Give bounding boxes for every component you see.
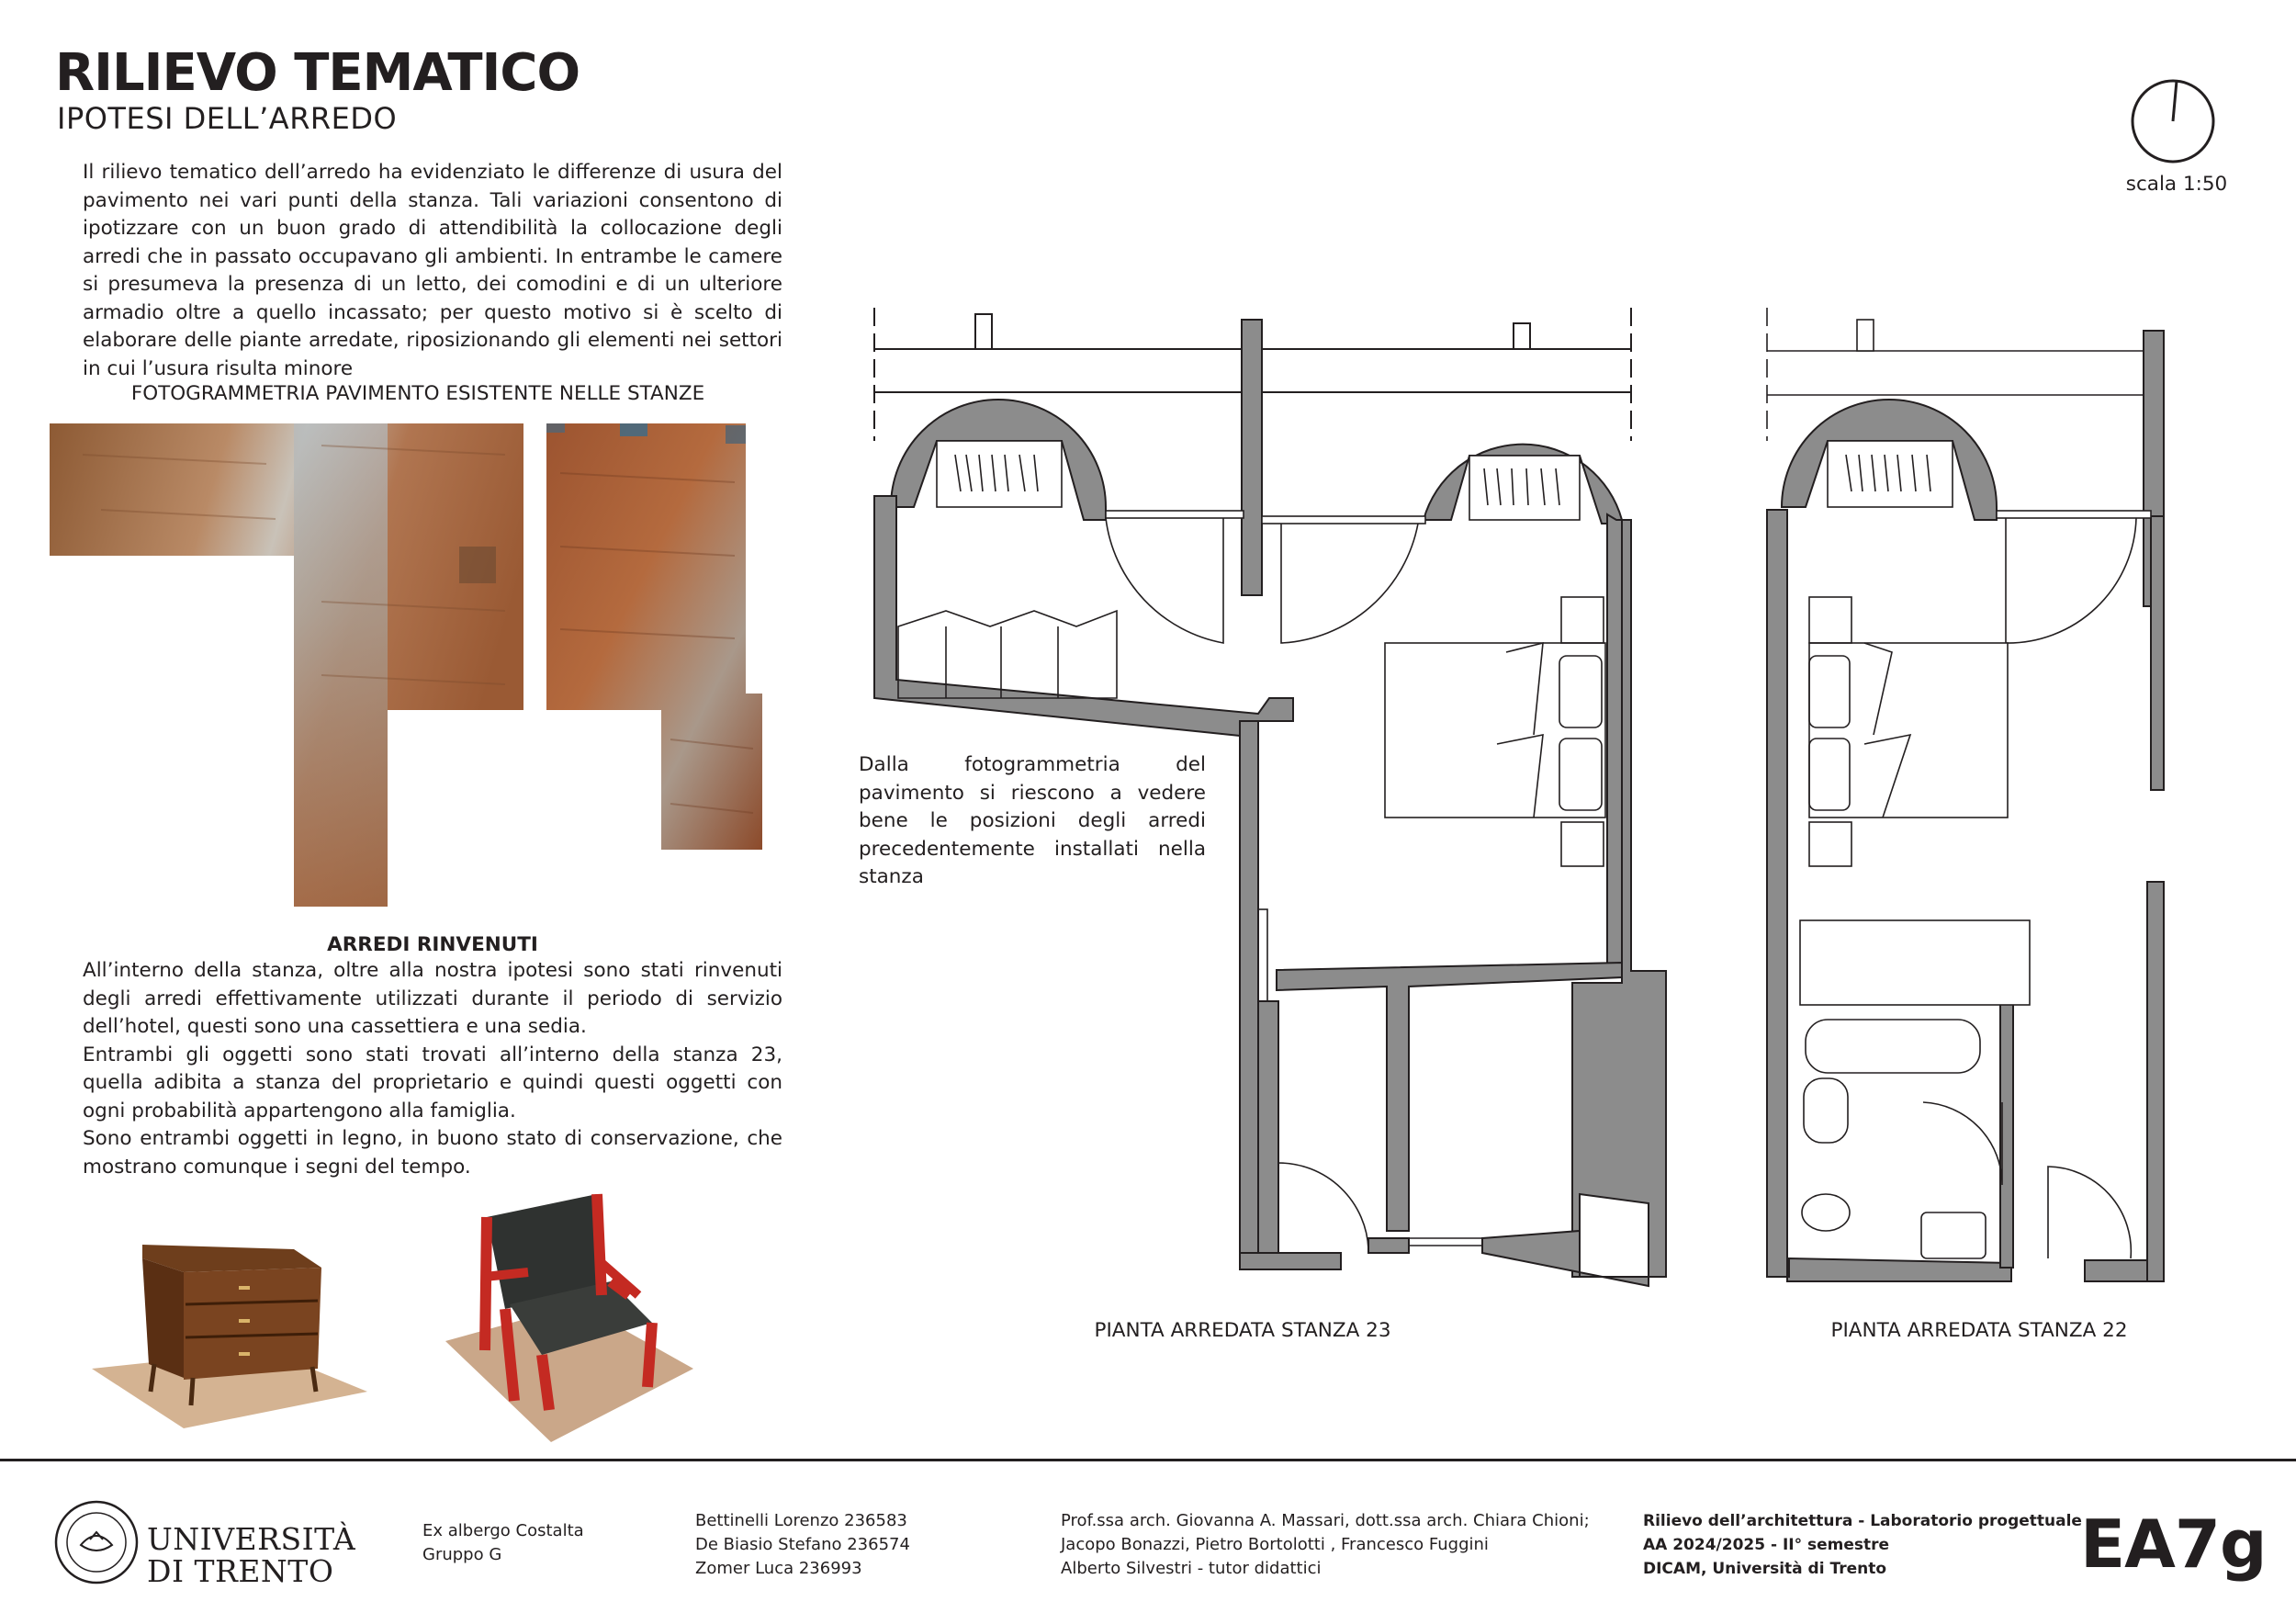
arredi-title: ARREDI RINVENUTI (327, 933, 538, 956)
plan-note: Dalla fotogrammetria del pavimento si riescono a vedere bene le posizioni degli arredi precedentemente installati nella stanza (859, 753, 1206, 888)
chair-photo (441, 1167, 698, 1451)
student-line: De Biasio Stefano 236574 (695, 1535, 910, 1554)
page-subtitle: IPOTESI DELL’ARREDO (57, 101, 398, 136)
project-line: Ex albergo Costalta (422, 1521, 584, 1540)
floor-room23-photo (50, 423, 523, 907)
intro-paragraph: Il rilievo tematico dell’arredo ha evidenziato le differenze di usura del pavimento nei vari punti della stanza. Tali variazioni consentono di ipotizzare con un buon grado di attendibilità la collocazione degli arredi che in passato occupavano gli ambienti. In entrambe le camere si presumeva la presenza di un letto, dei comodini e di un ulteriore armadio oltre a quello incassato; per questo motivo si è scelto di elaborare delle piante arredate, riposizionando gli elementi nei settori in cui l’usura risulta minore (83, 161, 782, 380)
student-line: Bettinelli Lorenzo 236583 (695, 1511, 907, 1530)
floor-photogrammetry-images (46, 418, 771, 909)
page-title: RILIEVO TEMATICO (55, 43, 580, 103)
arredi-paragraph: All’interno della stanza, oltre alla nostra ipotesi sono stati rinvenuti degli arredi effettivamente utilizzati durante il periodo di servizio dell’hotel, questi sono una cassettiera e una sedia. (83, 959, 782, 1038)
arredi-paragraph: Sono entrambi oggetti in legno, in buono stato di conservazione, che mostrano comunque i segni del tempo. (83, 1127, 782, 1179)
professors-list (1061, 1509, 1590, 1581)
floor-room22-photo (546, 423, 762, 850)
university-name-line: DI TRENTO (147, 1553, 334, 1589)
students-list (695, 1509, 910, 1581)
photogrammetry-caption: FOTOGRAMMETRIA PAVIMENTO ESISTENTE NELLE STANZE (130, 382, 705, 405)
scale-label: scala 1:50 (2125, 173, 2228, 196)
course-line: Rilievo dell’architettura - Laboratorio progettuale (1643, 1512, 2082, 1530)
project-line: Gruppo G (422, 1545, 502, 1564)
professor-line: Alberto Silvestri - tutor didattici (1061, 1559, 1322, 1578)
plan-caption-room22: PIANTA ARREDATA STANZA 22 (1830, 1319, 2128, 1342)
sheet-code: EA7g (2080, 1506, 2267, 1583)
university-name-line: UNIVERSITÀ (147, 1521, 356, 1557)
student-line: Zomer Luca 236993 (695, 1559, 862, 1578)
project-info (422, 1519, 584, 1567)
professor-line: Prof.ssa arch. Giovanna A. Massari, dott.ssa arch. Chiara Chioni; (1061, 1511, 1590, 1530)
scale-circle-icon (2129, 77, 2217, 165)
course-line: DICAM, Università di Trento (1643, 1560, 1887, 1578)
professor-line: Jacopo Bonazzi, Pietro Bortolotti , Francesco Fuggini (1061, 1535, 1489, 1554)
course-line: AA 2024/2025 - II° semestre (1643, 1536, 1890, 1554)
footer-divider (0, 1459, 2296, 1461)
university-seal-icon (53, 1499, 140, 1585)
chest-of-drawers-photo (83, 1222, 377, 1433)
university-name (147, 1523, 355, 1587)
arredi-text (83, 957, 782, 1181)
plan-caption-room23: PIANTA ARREDATA STANZA 23 (1094, 1319, 1391, 1342)
arredi-paragraph: Entrambi gli oggetti sono stati trovati all’interno della stanza 23, quella adibita a stanza del proprietario e quindi questi oggetti con ogni probabilità appartengono alla famiglia. (83, 1043, 782, 1122)
course-info (1643, 1509, 2082, 1581)
